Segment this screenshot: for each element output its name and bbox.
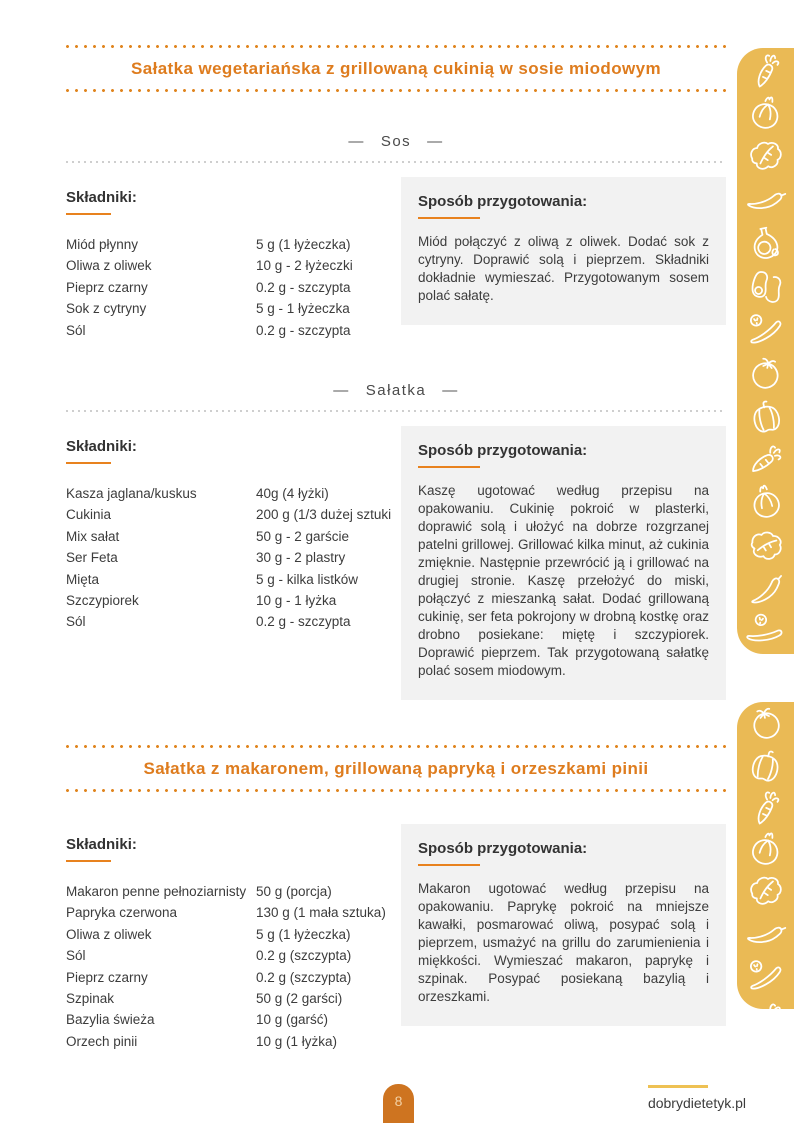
section-heading-sos [66, 132, 726, 152]
ingredient-name: Szpinak [66, 991, 115, 1007]
lettuce-icon [738, 520, 793, 572]
ingredient-amount: 50 g (porcja) [256, 884, 332, 900]
preparation-text: Makaron ugotować według przepisu na opakowaniu. Paprykę pokroić na mniejsze kawałki, posmarować oliwą, posypać solą i pieprzem, usmażyć na grillu do zarumienienia i miękkości. Wymieszać makaron, paprykę i szpinak. Posypać posiekaną bazylią i orzeszkami. [418, 881, 709, 1005]
ingredient-amount: 5 g (1 łyżeczka) [256, 237, 351, 252]
zucchini-icon [739, 564, 793, 615]
zucchini-icon [738, 174, 793, 226]
ingredient-row [66, 1009, 396, 1030]
salatka-columns [66, 426, 726, 700]
ingredient-row [66, 504, 396, 525]
section-name: Sałatka [365, 382, 427, 400]
preparation-box [401, 177, 726, 325]
ingredients-column [66, 177, 396, 341]
ingredient-row [66, 298, 396, 319]
ingredient-amount: 130 g (1 mała sztuka) [256, 905, 386, 921]
ingredient-row [66, 255, 396, 276]
carrot-icon [739, 48, 793, 95]
ingredient-name: Szczypiorek [66, 593, 139, 609]
sos-columns [66, 177, 726, 341]
ingredient-row [66, 1031, 396, 1052]
recipe-title: Sałatka z makaronem, grillowaną papryką i orzeszkami pinii [143, 759, 649, 779]
tomato-icon [738, 347, 793, 399]
label-underline [418, 466, 480, 468]
ingredient-name: Mięta [66, 571, 100, 587]
dotted-rule [66, 161, 726, 163]
ingredient-amount: 0.2 g - szczypta [256, 614, 351, 630]
ingredient-amount: 200 g (1/3 dużej sztuki [256, 507, 392, 523]
page-number-badge [383, 1084, 414, 1123]
ingredient-name: Pieprz czarny [66, 279, 148, 295]
ingredient-name: Ser Feta [66, 550, 118, 566]
onion-icon [738, 87, 793, 139]
ingredient-amount: 0.2 g - szczypta [256, 322, 351, 338]
ingredients-label: Składniki: [66, 438, 137, 456]
preparation-label: Sposób przygotowania: [418, 442, 588, 460]
ingredient-name: Kasza jaglana/kuskus [66, 486, 197, 502]
website-link[interactable]: dobrydietetyk.pl [647, 1095, 746, 1111]
ingredient-name: Oliwa z oliwek [66, 926, 152, 942]
label-underline [66, 860, 111, 862]
ingredient-amount: 50 g (2 garści) [256, 991, 343, 1007]
cucumber-icon [738, 606, 793, 654]
label-underline [66, 213, 111, 215]
ingredients-list [66, 483, 396, 633]
vegetable-sidebar-top [737, 48, 794, 654]
ingredient-row [66, 611, 396, 632]
dash: — [442, 382, 459, 400]
footer-accent-line [648, 1085, 708, 1088]
ingredient-row [66, 320, 396, 341]
ingredient-amount: 10 g - 1 łyżka [256, 593, 337, 609]
pepper-icon [738, 739, 793, 791]
preparation-text: Kaszę ugotować według przepisu na opakowaniu. Cukinię pokroić w plasterki, doprawić solą i ułożyć na dobrze rozgrzanej patelni grillowej. Grillować kilka minut, aż cukinia zmięknie. Następnie przewrócić ją i grillować na drugiej stronie. Kaszę przełożyć do miski, połączyć z mieszanką sałat. Dodać grillowaną cukinię, ser feta pokrojony w drobną kostkę oraz drobno posiekane: miętę i szczypiorek. Doprawić pieprzem. Tak przygotowaną sałatkę polać sosem miodowym. [418, 483, 709, 679]
ingredients-list [66, 234, 396, 341]
preparation-label: Sposób przygotowania: [418, 840, 588, 858]
ingredient-row [66, 590, 396, 611]
onion-icon [739, 477, 793, 528]
page-number: 8 [394, 1093, 403, 1109]
carrot-icon [738, 433, 793, 485]
ingredient-amount: 0.2 g (szczypta) [256, 969, 352, 985]
ingredient-name: Sól [66, 948, 86, 964]
avocado-icon [738, 260, 793, 312]
recipe2-title-block [66, 745, 726, 792]
ingredient-amount: 5 g (1 łyżeczka) [256, 926, 351, 942]
ingredient-amount: 5 g - kilka listków [256, 571, 359, 587]
ingredient-name: Sól [66, 322, 86, 338]
website-block [648, 1085, 746, 1113]
recipe-title: Sałatka wegetariańska z grillowaną cukinią w sosie miodowym [130, 59, 661, 78]
recipe1-title-block [66, 45, 726, 92]
dash: — [333, 382, 350, 400]
dotted-rule [66, 410, 726, 412]
ingredients-column [66, 824, 396, 1052]
ingredient-name: Papryka czerwona [66, 905, 178, 921]
cucumber-icon [739, 950, 793, 1001]
tomato-icon [739, 702, 793, 748]
onion-icon [738, 823, 793, 875]
ingredients-list [66, 881, 396, 1052]
label-underline [418, 864, 480, 866]
ingredient-row [66, 526, 396, 547]
cucumber-icon [739, 304, 793, 355]
dotted-rule [66, 89, 726, 92]
ingredient-row [66, 569, 396, 590]
label-underline [418, 217, 480, 219]
ingredient-row [66, 483, 396, 504]
carrot-icon [739, 782, 793, 833]
label-underline [66, 462, 111, 464]
dash: — [348, 133, 365, 150]
ingredient-name: Bazylia świeża [66, 1012, 155, 1028]
ingredient-amount: 10 g - 2 łyżeczki [256, 258, 353, 274]
section-heading-salatka [66, 381, 726, 401]
oil-bottle-icon [739, 217, 793, 268]
ingredient-row [66, 547, 396, 568]
ingredient-name: Mix sałat [66, 528, 120, 544]
preparation-label: Sposób przygotowania: [418, 193, 588, 210]
ingredient-row [66, 967, 396, 988]
ingredient-name: Pieprz czarny [66, 969, 148, 985]
lettuce-icon [739, 866, 793, 917]
vegetable-sidebar-bottom [737, 702, 794, 1009]
ingredient-amount: 10 g (garść) [256, 1012, 329, 1028]
lettuce-icon [739, 131, 793, 182]
ingredients-column [66, 426, 396, 633]
ingredient-amount: 40g (4 łyżki) [256, 486, 329, 502]
ingredient-row [66, 234, 396, 255]
ingredient-row [66, 881, 396, 902]
ingredient-amount: 0.2 g (szczypta) [256, 948, 352, 964]
ingredient-row [66, 945, 396, 966]
ingredient-row [66, 277, 396, 298]
ingredient-name: Orzech pinii [66, 1033, 138, 1049]
ingredient-name: Sól [66, 614, 86, 630]
ingredient-amount: 0.2 g - szczypta [256, 279, 351, 295]
ingredient-row [66, 924, 396, 945]
dash: — [427, 133, 444, 150]
ingredient-amount: 5 g - 1 łyżeczka [256, 301, 350, 317]
ingredient-row [66, 988, 396, 1009]
ingredients-label: Składniki: [66, 189, 137, 206]
dotted-rule [66, 789, 726, 792]
ingredient-name: Miód płynny [66, 237, 139, 252]
section-name: Sos [380, 133, 412, 150]
preparation-text: Miód połączyć z oliwą z oliwek. Dodać sok z cytryny. Doprawić solą i pieprzem. Składniki dokładnie wymieszać. Przygotowanym sosem polać sałatę. [418, 234, 709, 303]
ingredient-row [66, 902, 396, 923]
ingredient-amount: 30 g - 2 plastry [256, 550, 346, 566]
preparation-box [401, 426, 726, 700]
zucchini-icon [738, 907, 793, 959]
ingredient-name: Cukinia [66, 507, 112, 523]
ingredient-name: Sok z cytryny [66, 301, 147, 317]
ingredient-name: Makaron penne pełnoziarnisty [66, 884, 247, 900]
ingredients-label: Składniki: [66, 836, 137, 854]
ingredient-amount: 50 g - 2 garście [256, 528, 350, 544]
preparation-box [401, 824, 726, 1026]
ingredient-name: Oliwa z oliwek [66, 258, 152, 274]
recipe2-columns [66, 824, 726, 1052]
pepper-icon [739, 391, 793, 442]
ingredient-amount: 10 g (1 łyżka) [256, 1033, 338, 1049]
